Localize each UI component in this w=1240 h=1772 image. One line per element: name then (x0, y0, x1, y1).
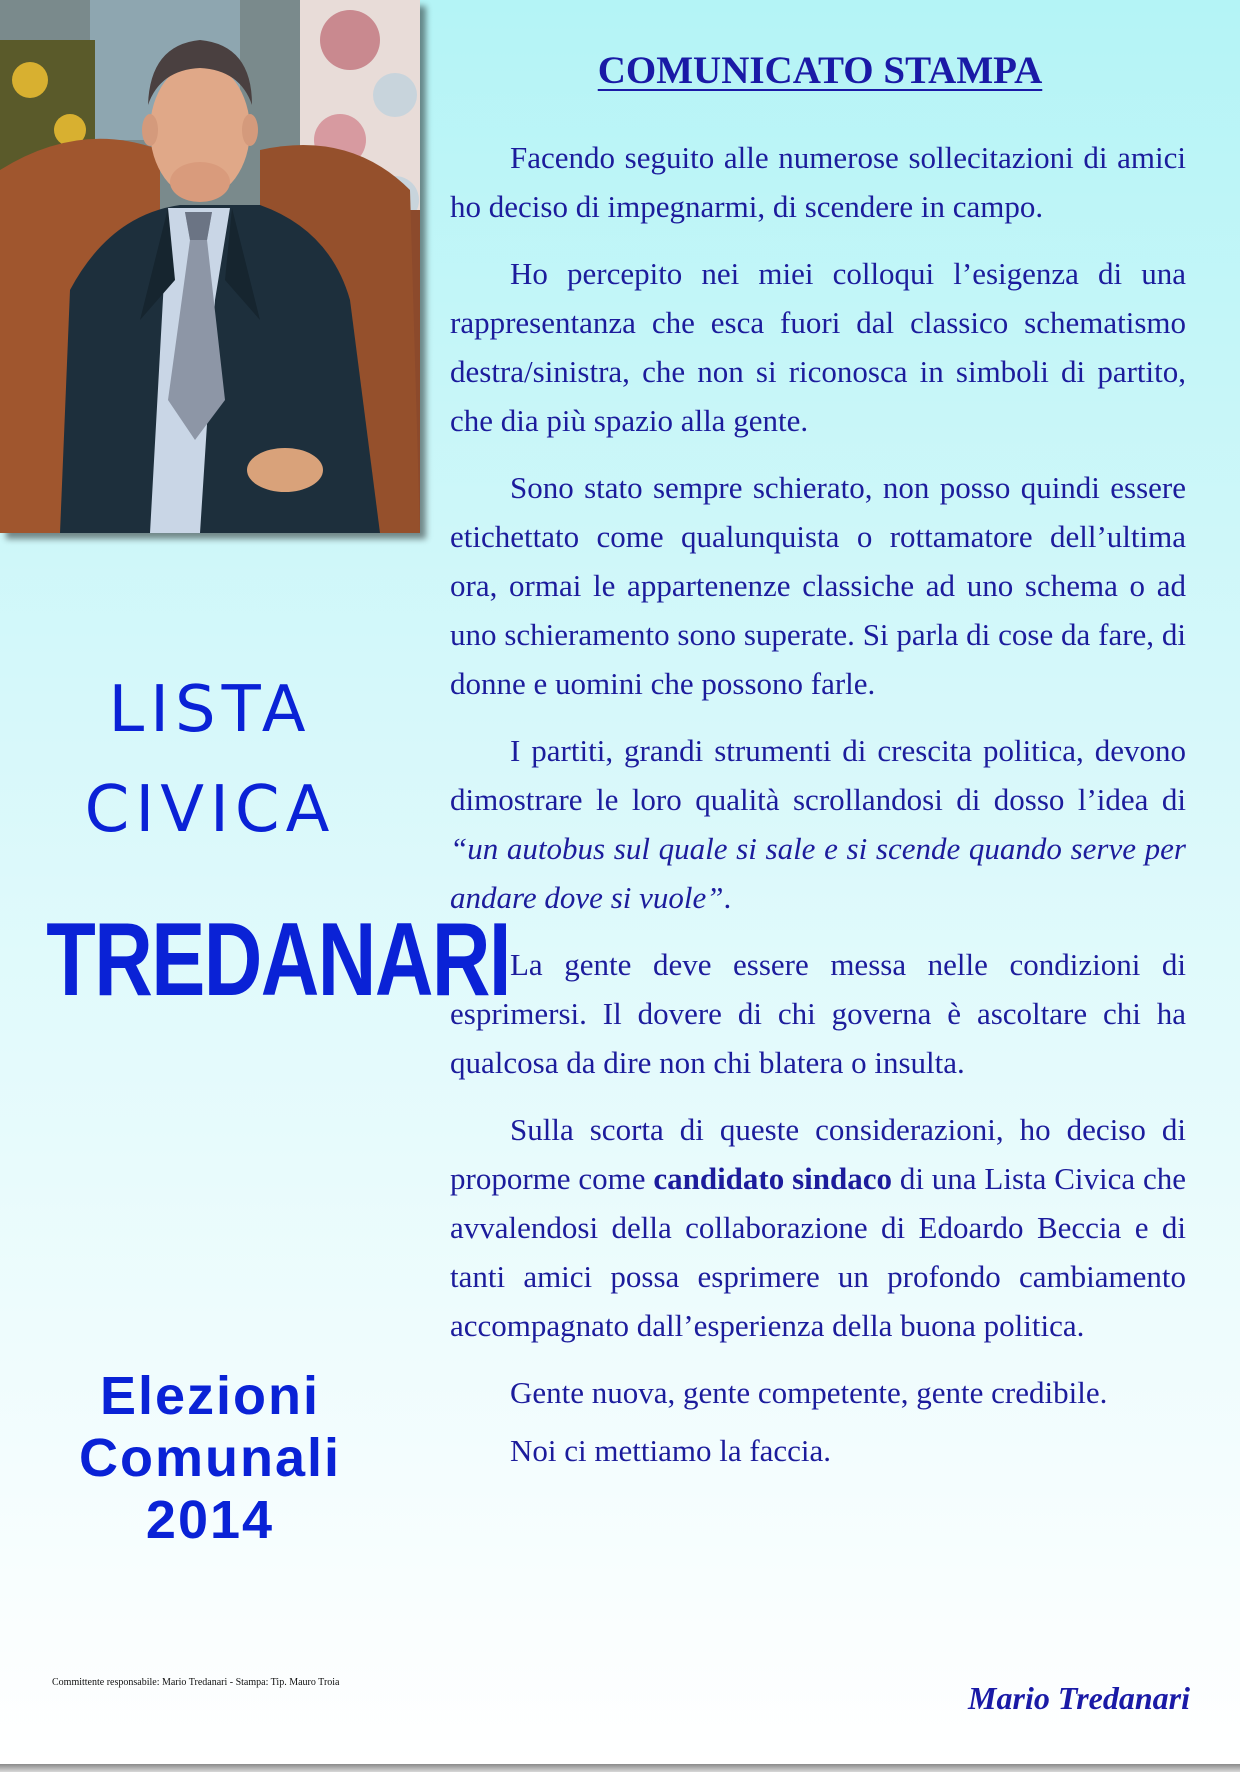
comunali-word: Comunali (78, 1428, 341, 1488)
page-title: COMUNICATO STAMPA (597, 49, 1043, 92)
candidate-photo (0, 0, 420, 533)
paragraph-3: Sono stato sempre schierato, non posso quindi essere etichettato come qualunquista o rottamatore dell’ultima ora, ormai le appartenenze classiche ad uno schema o ad uno schieramento sono superate. Si parla di cose da fare, di donne e uomini che possono farle. (450, 470, 1186, 701)
election-block (0, 1365, 420, 1551)
page-bottom-shadow (0, 1764, 1240, 1772)
candidate-surname-heading: TREDANARI (46, 902, 510, 1018)
paragraph-6-text: Sulla scorta di queste considerazioni, ho deciso di proporme come (450, 1112, 1186, 1196)
paragraph-5: La gente deve essere messa nelle condizioni di esprimersi. Il dovere di chi governa è ascoltare chi ha qualcosa da dire non chi blatera o insulta. (450, 947, 1186, 1080)
civica-word: CIVICA (84, 773, 336, 847)
paragraph-4 (450, 726, 1186, 922)
signature: Mario Tredanari (968, 1680, 1190, 1716)
portrait-illustration (0, 0, 420, 533)
election-year: 2014 (145, 1490, 275, 1550)
paragraph-4-end: . (723, 880, 732, 915)
candidate-role: candidato sindaco (653, 1161, 893, 1196)
paragraph-7: Gente nuova, gente competente, gente credibile. (510, 1375, 1108, 1410)
list-name-block (0, 660, 420, 860)
lista-word: LISTA (108, 673, 312, 747)
paragraph-8: Noi ci mettiamo la faccia. (510, 1433, 832, 1468)
paragraph-6-end: di una Lista Civica che avvalendosi della collaborazione di Edoardo Beccia e di tanti amici possa esprimere un profondo cambiamento accompagnato dall’esperienza della buona politica. (450, 1161, 1187, 1343)
elezioni-word: Elezioni (99, 1366, 321, 1426)
committente-footnote: Committente responsabile: Mario Tredanari - Stampa: Tip. Mauro Troia (52, 1677, 340, 1688)
paragraph-1: Facendo seguito alle numerose sollecitazioni di amici ho deciso di impegnarmi, di scendere in campo. (450, 140, 1186, 224)
paragraph-2: Ho percepito nei miei colloqui l’esigenza di una rappresentanza che esca fuori dal classico schematismo destra/sinistra, che non si riconosca in simboli di partito, che dia più spazio alla gente. (450, 256, 1186, 438)
press-release-body (450, 133, 1186, 1493)
paragraph-4-text: I partiti, grandi strumenti di crescita politica, devono dimostrare le loro qualità scrollandosi di dosso l’idea di (450, 733, 1186, 817)
paragraph-6 (450, 1105, 1186, 1350)
paragraph-4-quote: “un autobus sul quale si sale e si scende quando serve per andare dove si vuole” (450, 831, 1186, 915)
